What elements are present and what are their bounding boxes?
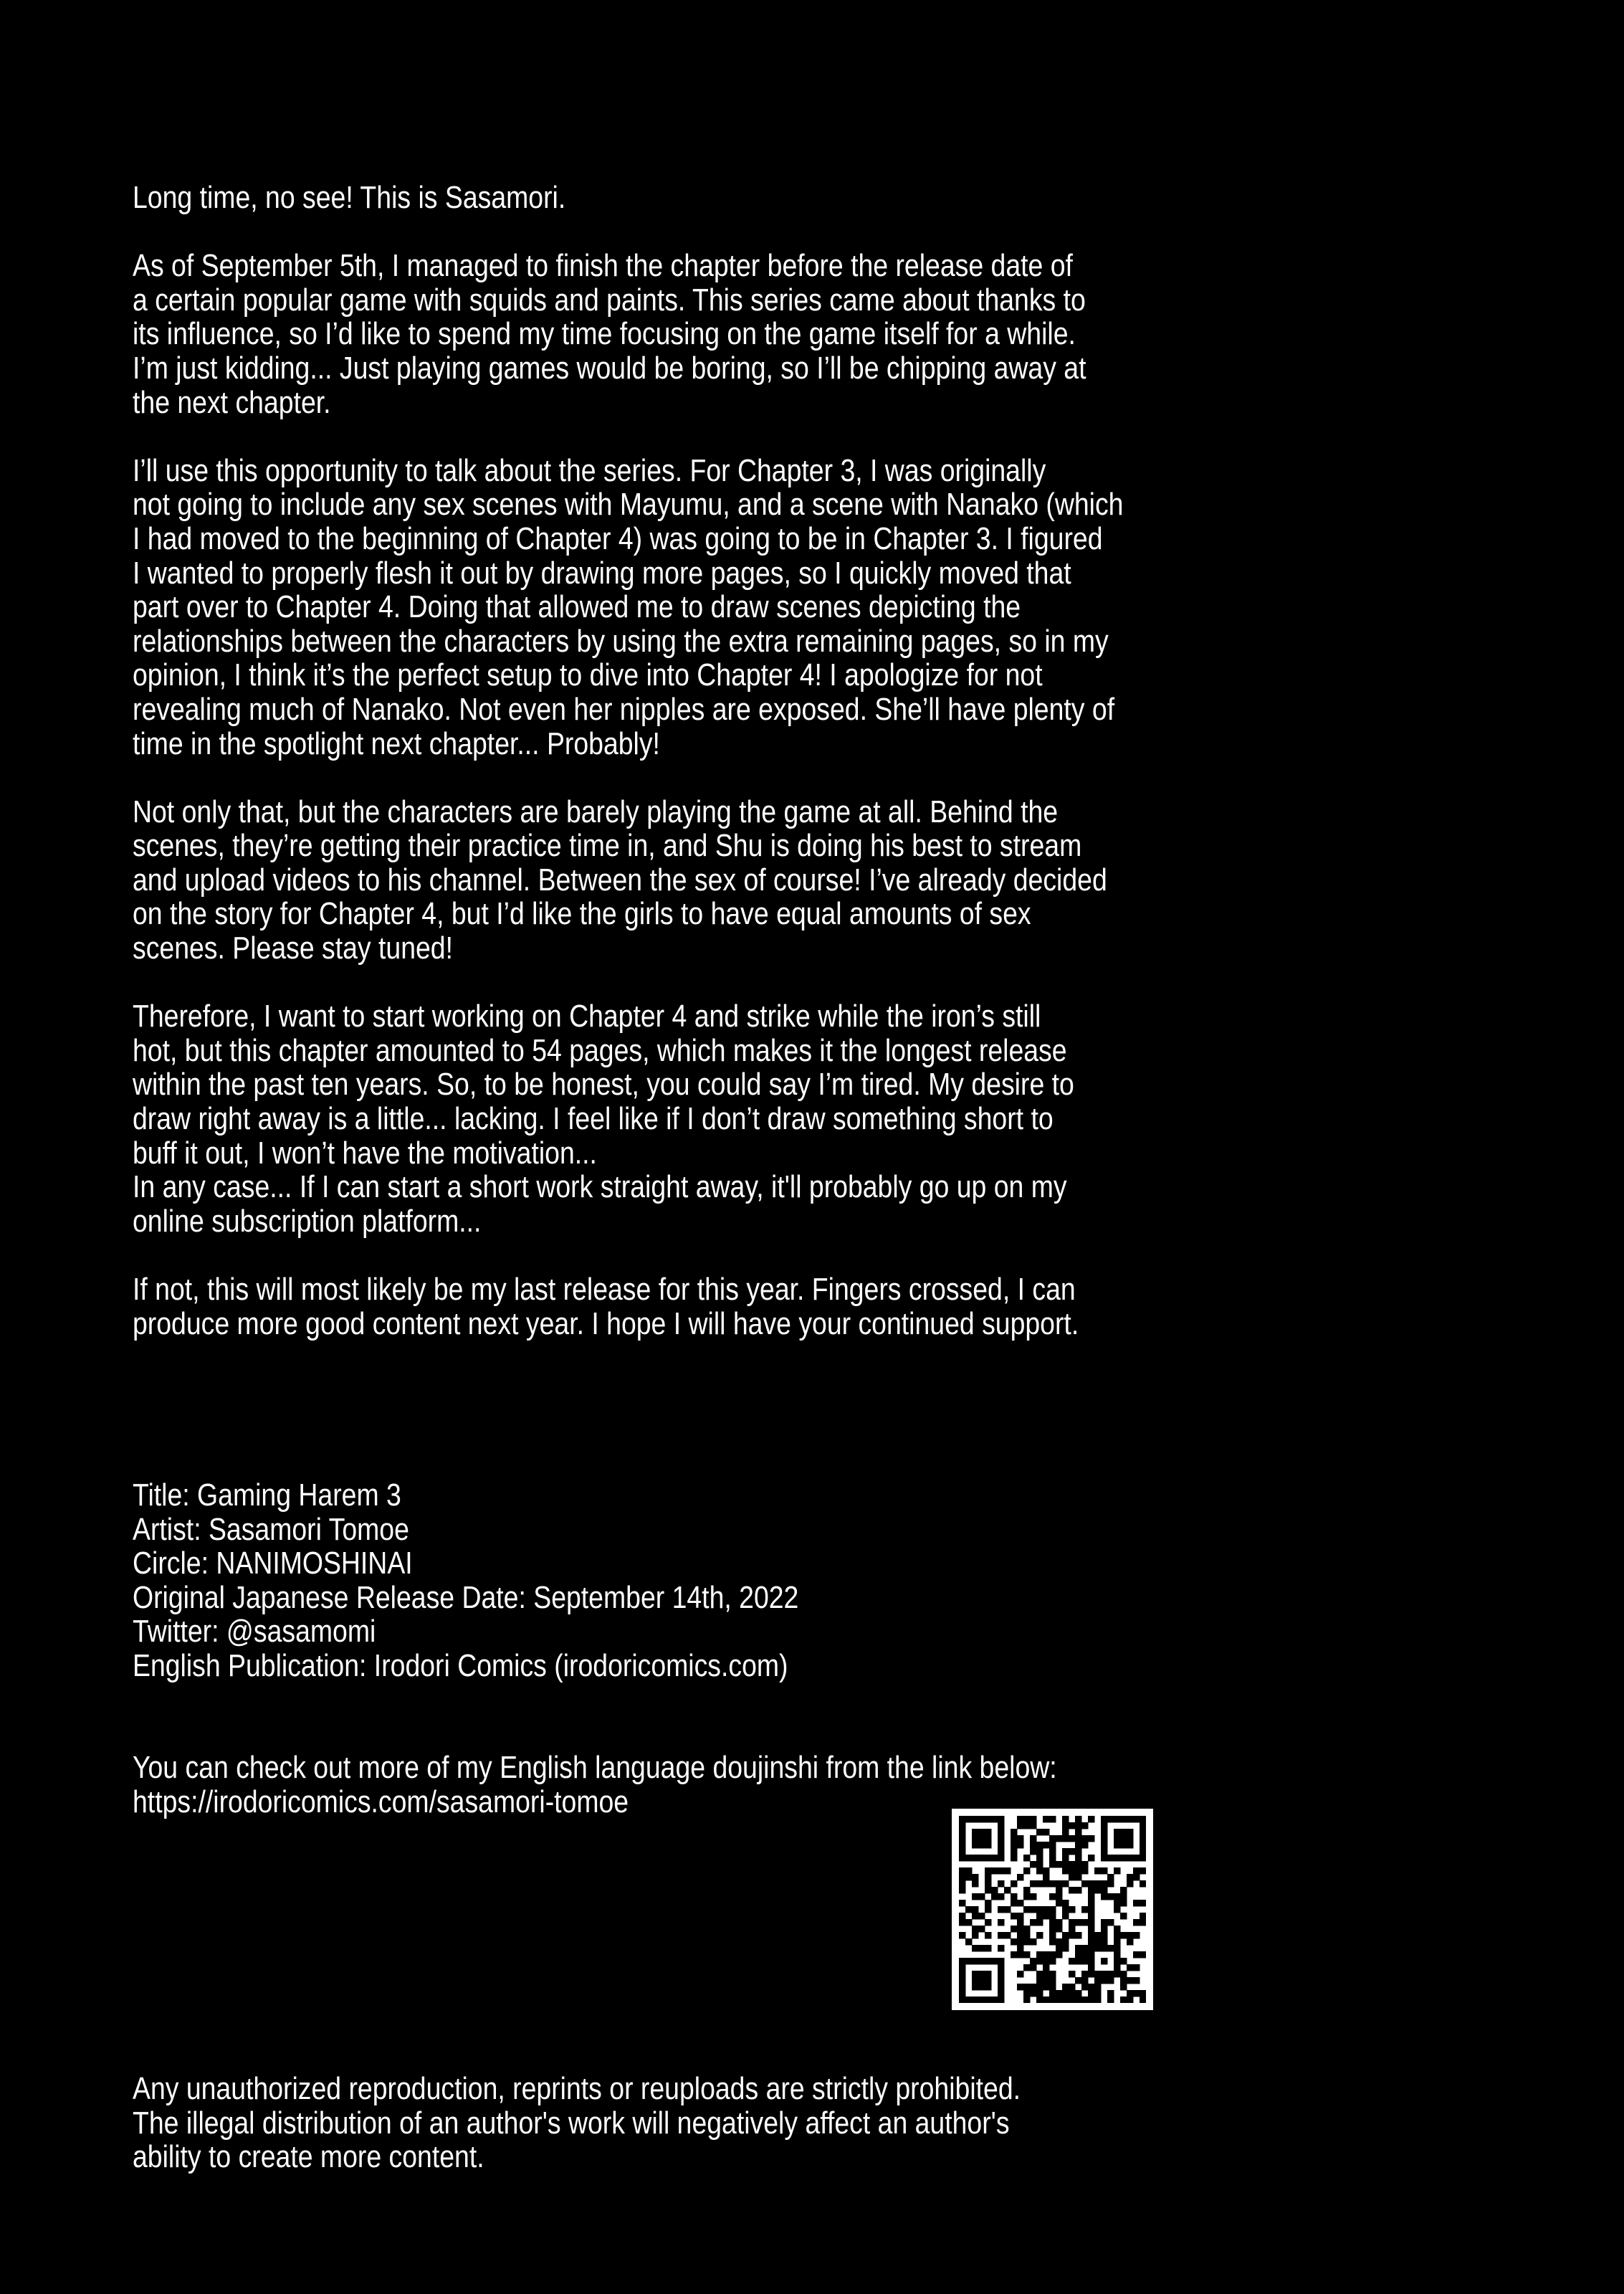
- text-line: hot, but this chapter amounted to 54 pages, which makes it the longest release: [133, 1032, 1067, 1068]
- paragraph-closing: [133, 1272, 1123, 1341]
- text-line: I’m just kidding... Just playing games would be boring, so I’ll be chipping away at: [133, 350, 1086, 386]
- text-line: on the story for Chapter 4, but I’d like the girls to have equal amounts of sex: [133, 896, 1031, 932]
- paragraph-greeting: [133, 181, 1123, 215]
- credits-block: [133, 1478, 798, 1683]
- text-line: opinion, I think it’s the perfect setup to dive into Chapter 4! I apologize for not: [133, 657, 1043, 693]
- text-line: I had moved to the beginning of Chapter 4) was going to be in Chapter 3. I figured: [133, 520, 1103, 556]
- text-line: produce more good content next year. I hope I will have your continued support.: [133, 1305, 1079, 1341]
- credits-title: Title: Gaming Harem 3: [133, 1477, 401, 1513]
- text-line: In any case... If I can start a short work straight away, it'll probably go up on my: [133, 1169, 1067, 1205]
- link-block: [133, 1751, 1057, 1819]
- paragraph-characters: [133, 795, 1123, 966]
- credits-release-date: Original Japanese Release Date: September 14th, 2022: [133, 1579, 799, 1615]
- text-line: Long time, no see! This is Sasamori.: [133, 180, 566, 215]
- afterword: [133, 181, 1123, 1341]
- text-line: I wanted to properly flesh it out by drawing more pages, so I quickly moved that: [133, 555, 1071, 591]
- qr-code: [952, 1809, 1153, 2010]
- paragraph-chapter4-plans: [133, 999, 1123, 1238]
- text-line: and upload videos to his channel. Between the sex of course! I’ve already decided: [133, 862, 1107, 898]
- footer-line: Any unauthorized reproduction, reprints or reuploads are strictly prohibited.: [133, 2071, 1021, 2106]
- text-line: scenes, they’re getting their practice time in, and Shu is doing his best to stream: [133, 828, 1082, 864]
- text-line: If not, this will most likely be my last release for this year. Fingers crossed, I can: [133, 1272, 1076, 1307]
- text-line: part over to Chapter 4. Doing that allowed me to draw scenes depicting the: [133, 589, 1021, 625]
- text-line: the next chapter.: [133, 384, 331, 420]
- text-line: online subscription platform...: [133, 1203, 482, 1239]
- text-line: Not only that, but the characters are barely playing the game at all. Behind the: [133, 794, 1059, 829]
- credits-publication: English Publication: Irodori Comics (irodoricomics.com): [133, 1647, 788, 1683]
- text-line: I’ll use this opportunity to talk about the series. For Chapter 3, I was originally: [133, 452, 1046, 488]
- text-line: As of September 5th, I managed to finish the chapter before the release date of: [133, 248, 1073, 284]
- text-line: draw right away is a little... lacking. I feel like if I don’t draw something short to: [133, 1101, 1054, 1137]
- paragraph-release: [133, 249, 1123, 419]
- doujinshi-link-url: https://irodoricomics.com/sasamori-tomoe: [133, 1784, 629, 1819]
- qr-code-pattern: [959, 1816, 1146, 2003]
- link-intro: You can check out more of my English language doujinshi from the link below:: [133, 1750, 1057, 1785]
- text-line: Therefore, I want to start working on Chapter 4 and strike while the iron’s still: [133, 999, 1041, 1034]
- text-line: revealing much of Nanako. Not even her nipples are exposed. She’ll have plenty of: [133, 691, 1115, 727]
- text-line: buff it out, I won’t have the motivation...: [133, 1135, 597, 1171]
- credits-twitter: Twitter: @sasamomi: [133, 1614, 376, 1650]
- text-line: not going to include any sex scenes with Mayumu, and a scene with Nanako (which: [133, 487, 1124, 523]
- footer-line: ability to create more content.: [133, 2139, 484, 2175]
- paragraph-series-talk: [133, 454, 1123, 761]
- text-line: its influence, so I’d like to spend my time focusing on the game itself for a while.: [133, 316, 1076, 352]
- text-line: a certain popular game with squids and paints. This series came about thanks to: [133, 282, 1086, 318]
- credits-circle: Circle: NANIMOSHINAI: [133, 1546, 413, 1581]
- text-line: scenes. Please stay tuned!: [133, 931, 453, 966]
- credits-artist: Artist: Sasamori Tomoe: [133, 1511, 409, 1547]
- text-line: within the past ten years. So, to be honest, you could say I’m tired. My desire to: [133, 1067, 1074, 1103]
- text-line: time in the spotlight next chapter... Probably!: [133, 725, 660, 761]
- copyright-notice: [133, 2072, 1021, 2174]
- footer-line: The illegal distribution of an author's work will negatively affect an author's: [133, 2105, 1010, 2141]
- text-line: relationships between the characters by using the extra remaining pages, so in my: [133, 623, 1109, 659]
